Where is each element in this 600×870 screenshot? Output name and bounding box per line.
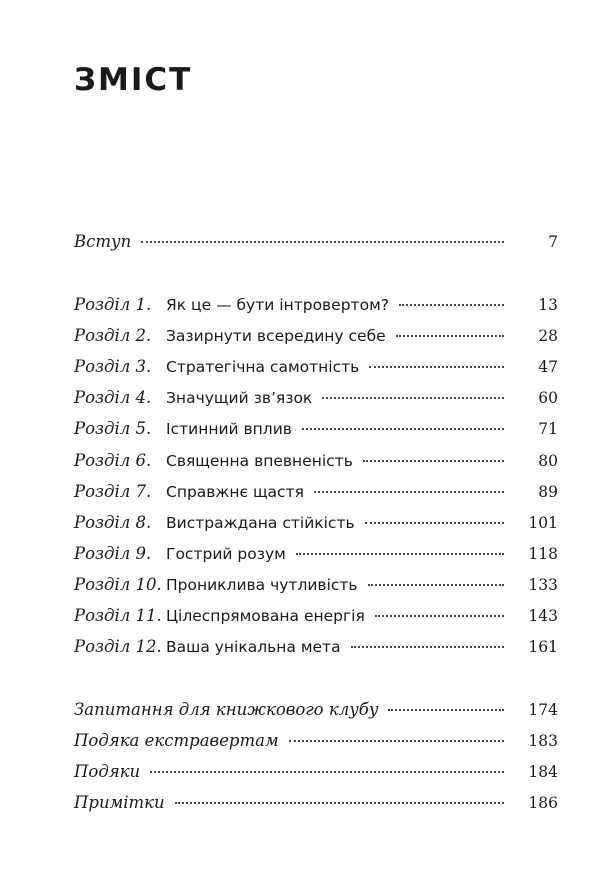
dot-leader	[365, 522, 504, 524]
dot-leader	[141, 241, 504, 243]
toc-entry-chapter-4[interactable]	[74, 388, 558, 408]
page-number: 133	[528, 576, 558, 594]
chapter-title: Прониклива чутливість	[166, 576, 358, 594]
chapter-label: Розділ 2.	[74, 326, 152, 345]
dot-leader	[396, 335, 504, 337]
chapter-title: Значущий зв’язок	[166, 389, 313, 407]
toc-entry-chapter-7[interactable]	[74, 482, 558, 502]
chapter-label: Розділ 5.	[74, 419, 152, 438]
dot-leader	[363, 460, 504, 462]
page-number: 28	[538, 327, 558, 345]
page-number: 184	[528, 763, 558, 781]
chapter-label: Розділ 10.	[74, 575, 162, 594]
toc-entry-chapter-9[interactable]	[74, 544, 558, 564]
page-title: ЗМІСТ	[74, 62, 193, 98]
toc-entry-chapter-6[interactable]	[74, 451, 558, 471]
toc-entry-notes[interactable]	[74, 793, 558, 813]
chapter-label: Розділ 12.	[74, 637, 162, 656]
toc-entry-acknowledgements[interactable]	[74, 762, 558, 782]
page-number: 174	[528, 701, 558, 719]
chapter-label: Розділ 1.	[74, 295, 152, 314]
chapter-title: Священна впевненість	[166, 452, 353, 470]
page-number: 89	[538, 483, 558, 501]
page-number: 118	[528, 545, 558, 563]
toc-entry-chapter-10[interactable]	[74, 575, 558, 595]
chapter-label: Розділ 8.	[74, 513, 152, 532]
toc-entry-chapter-12[interactable]	[74, 637, 558, 657]
toc-entry-chapter-11[interactable]	[74, 606, 558, 626]
dot-leader	[150, 771, 504, 773]
page-number: 186	[528, 794, 558, 812]
toc-entry-chapter-3[interactable]	[74, 357, 558, 377]
page-number: 7	[548, 233, 558, 251]
entry-label: Запитання для книжкового клубу	[74, 700, 379, 719]
chapter-title: Справжнє щастя	[166, 483, 304, 501]
dot-leader	[302, 428, 504, 430]
toc-entry-book-club[interactable]	[74, 700, 558, 720]
chapter-title: Як це — бути інтровертом?	[166, 296, 389, 314]
dot-leader	[289, 740, 504, 742]
dot-leader	[369, 366, 504, 368]
page-number: 80	[538, 452, 558, 470]
page-number: 71	[538, 420, 558, 438]
chapter-label: Розділ 4.	[74, 388, 152, 407]
chapter-label: Розділ 7.	[74, 482, 152, 501]
dot-leader	[368, 584, 504, 586]
toc-entry-intro[interactable]	[74, 232, 558, 252]
page-number: 13	[538, 296, 558, 314]
dot-leader	[388, 709, 504, 711]
chapter-title: Вистраждана стійкість	[166, 514, 355, 532]
toc-entry-chapter-1[interactable]	[74, 295, 558, 315]
dot-leader	[322, 397, 504, 399]
chapter-label: Розділ 11.	[74, 606, 162, 625]
chapter-title: Ваша унікальна мета	[166, 638, 341, 656]
chapter-label: Розділ 9.	[74, 544, 152, 563]
page-number: 101	[528, 514, 558, 532]
dot-leader	[399, 304, 504, 306]
toc-entry-chapter-2[interactable]	[74, 326, 558, 346]
chapter-title: Цілеспрямована енергія	[166, 607, 365, 625]
entry-label: Подяки	[74, 762, 141, 781]
toc-entry-chapter-5[interactable]	[74, 419, 558, 439]
entry-label: Подяка екстравертам	[74, 731, 279, 750]
dot-leader	[375, 615, 504, 617]
dot-leader	[351, 646, 504, 648]
toc-entry-thanks-extroverts[interactable]	[74, 731, 558, 751]
chapter-title: Гострий розум	[166, 545, 286, 563]
page-number: 143	[528, 607, 558, 625]
dot-leader	[175, 802, 504, 804]
entry-label: Вступ	[74, 232, 132, 251]
dot-leader	[314, 491, 504, 493]
page-number: 183	[528, 732, 558, 750]
chapter-title: Зазирнути всередину себе	[166, 327, 386, 345]
entry-label: Примітки	[74, 793, 165, 812]
page-number: 60	[538, 389, 558, 407]
chapter-label: Розділ 6.	[74, 451, 152, 470]
toc-entry-chapter-8[interactable]	[74, 513, 558, 533]
chapter-title: Істинний вплив	[166, 420, 292, 438]
chapter-title: Стратегічна самотність	[166, 358, 360, 376]
page-number: 161	[528, 638, 558, 656]
dot-leader	[296, 553, 504, 555]
chapter-label: Розділ 3.	[74, 357, 152, 376]
page-number: 47	[538, 358, 558, 376]
